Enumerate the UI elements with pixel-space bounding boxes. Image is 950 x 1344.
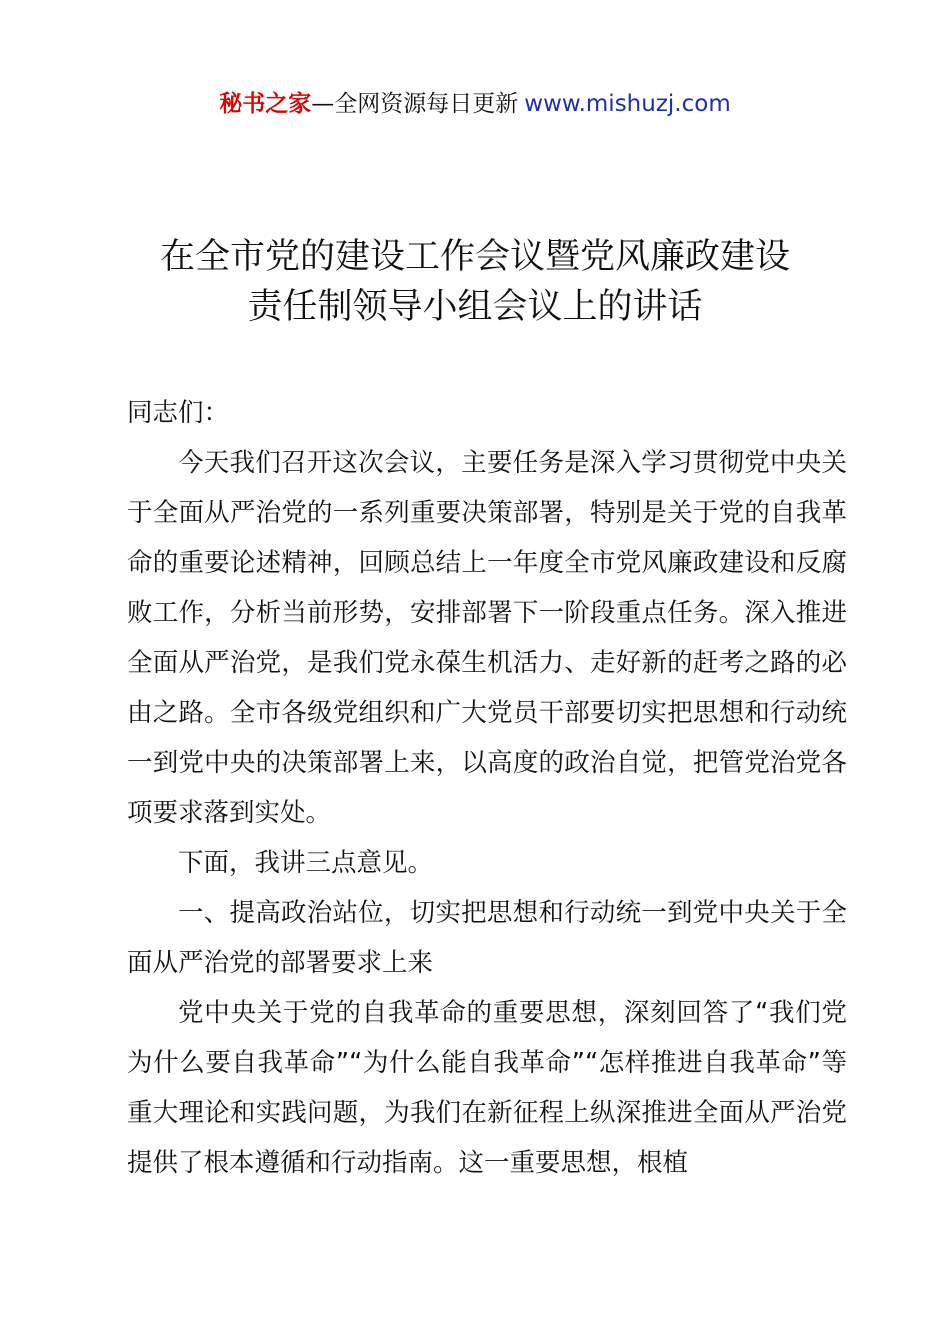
header-slogan: 全网资源每日更新 [334,91,519,117]
title-line-1: 在全市党的建设工作会议暨党风廉政建设 [159,237,790,277]
section-heading-1: 一、提高政治站位，切实把思想和行动统一到党中央关于全面从严治党的部署要求上来 [127,898,847,978]
brand-name: 秘书之家 [219,91,312,117]
document-title [60,232,890,332]
paragraph-2: 下面，我讲三点意见。 [178,848,434,878]
paragraph-1: 今天我们召开这次会议，主要任务是深入学习贯彻党中央关于全面从严治党的一系列重要决策部署，特别是关于党的自我革命的重要论述精神，回顾总结上一年度全市党风廉政建设和反腐败工作，分析当前形势，安排部署下一阶段重点任务。深入推进全面从严治党，是我们党永葆生机活力、走好新的赶考之路的必由之路。全市各级党组织和广大党员干部要切实把思想和行动统一到党中央的决策部署上来，以高度的政治自觉，把管党治党各项要求落到实处。 [127,448,847,828]
site-header [0,88,950,120]
salutation: 同志们： [127,398,230,428]
site-url-link[interactable]: www.mishuzj.com [524,91,731,117]
header-dash: — [311,91,335,117]
title-line-2: 责任制领导小组会议上的讲话 [247,287,703,327]
paragraph-3: 党中央关于党的自我革命的重要思想，深刻回答了“我们党为什么要自我革命”“为什么能自我革命”“怎样推进自我革命”等重大理论和实践问题，为我们在新征程上纵深推进全面从严治党提供了根本遵循和行动指南。这一重要思想，根植 [127,998,847,1178]
document-body [127,388,847,1188]
